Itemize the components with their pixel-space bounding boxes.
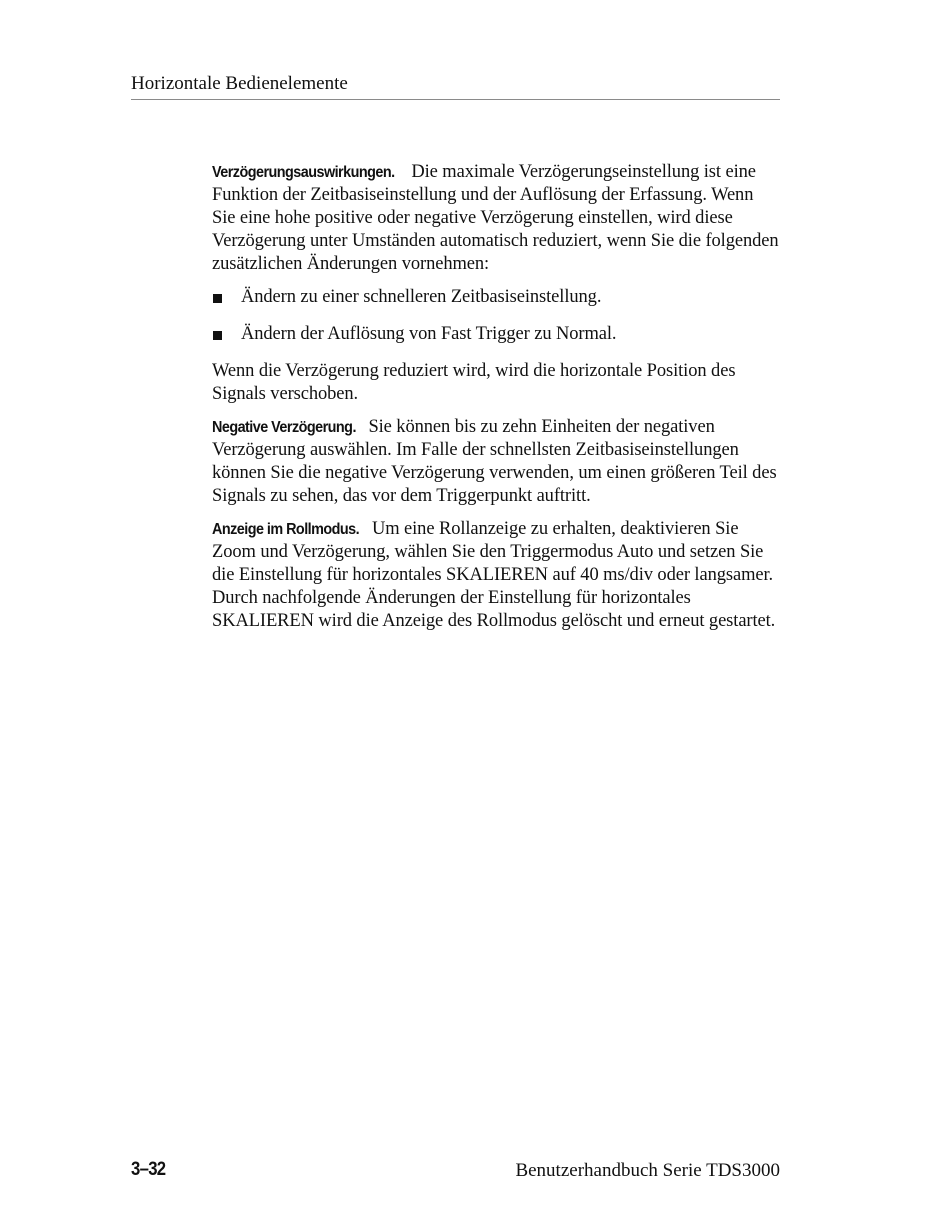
run-in-heading: Verzögerungsauswirkungen. (212, 164, 395, 181)
list-item-text: Ändern der Auflösung von Fast Trigger zu Normal. (241, 324, 617, 344)
paragraph-text: Sie können bis zu zehn Einheiten der negativen Verzögerung auswählen. Im Falle der schnellsten Zeitbasiseinstellungen können Sie die negative Verzögerung verwenden, um einen größeren Teil des Signals zu sehen, das vor dem Triggerpunkt auftritt. (212, 417, 777, 506)
paragraph-text: Um eine Rollanzeige zu erhalten, deaktivieren Sie Zoom und Verzögerung, wählen Sie den Triggermodus Auto und setzen Sie die Einstellung für horizontales SKALIEREN auf 40 ms/div oder langsamer. Durch nachfolgende Änderungen der Einstellung für horizontales SKALIEREN wird die Anzeige des Rollmodus gelöscht und erneut gestartet. (212, 519, 776, 631)
run-in-heading: Anzeige im Rollmodus. (212, 521, 360, 538)
paragraph-roll-mode (212, 518, 780, 633)
square-bullet-icon (213, 331, 222, 340)
list-item-text: Ändern zu einer schnelleren Zeitbasiseinstellung. (241, 287, 602, 307)
page-number: 3–32 (131, 1159, 166, 1180)
paragraph-negative-delay (212, 416, 780, 508)
bullet-list (212, 286, 780, 346)
manual-title: Benutzerhandbuch Serie TDS3000 (515, 1160, 780, 1181)
list-item (212, 323, 780, 346)
list-item (212, 286, 780, 309)
page-body (212, 161, 780, 643)
paragraph-text: Die maximale Verzögerungseinstellung ist eine Funktion der Zeitbasiseinstellung und der Auflösung der Erfassung. Wenn Sie eine hohe positive oder negative Verzögerung einstellen, wird diese Verzögerung unter Umständen automatisch reduziert, wenn Sie die folgenden zusätzlichen Änderungen vornehmen: (212, 162, 779, 274)
run-in-heading: Negative Verzögerung. (212, 419, 356, 436)
paragraph-text: Wenn die Verzögerung reduziert wird, wird die horizontale Position des Signals verschoben. (212, 361, 736, 404)
paragraph-delay-effects (212, 161, 780, 276)
running-header: Horizontale Bedienelemente (131, 72, 780, 100)
paragraph-position-shift (212, 360, 780, 406)
square-bullet-icon (213, 294, 222, 303)
